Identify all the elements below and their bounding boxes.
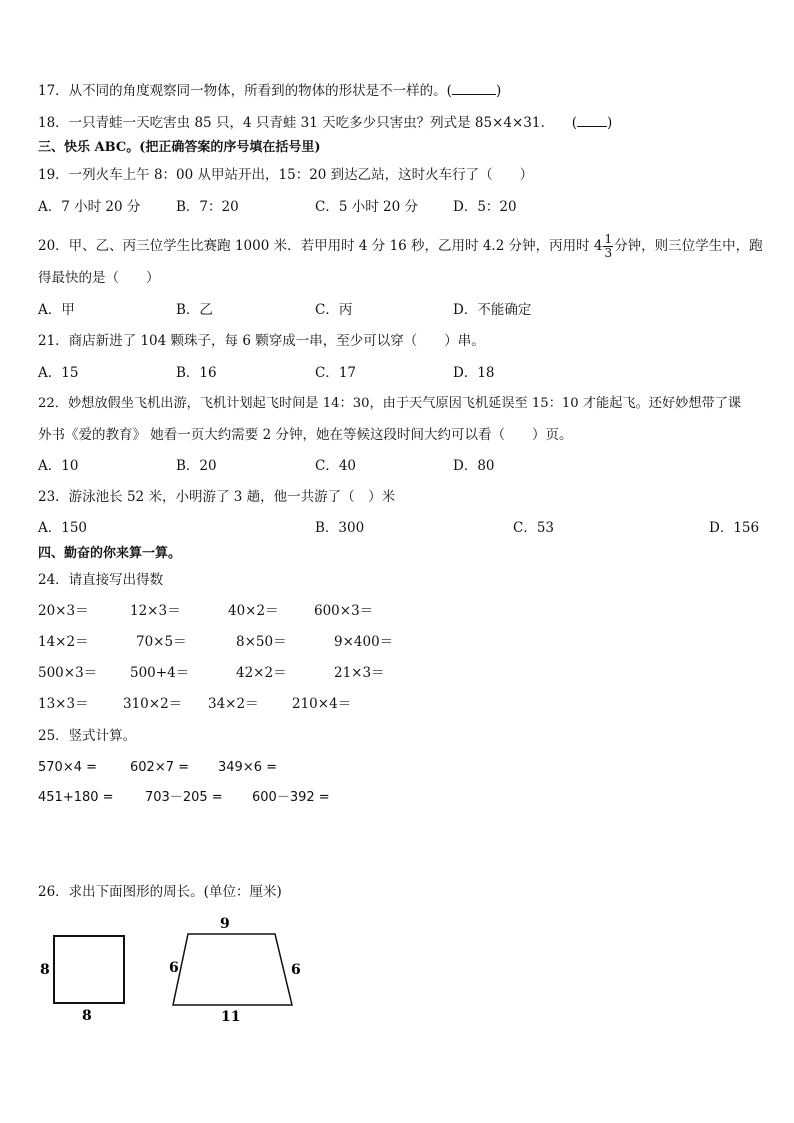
q21-option-b[interactable]: B．16 bbox=[176, 365, 217, 381]
question-20-line2: 得最快的是（ ） bbox=[38, 270, 160, 286]
q22-option-d[interactable]: D．80 bbox=[453, 458, 495, 474]
q24-item: 310×2＝ bbox=[123, 696, 183, 712]
q22-option-b[interactable]: B．20 bbox=[176, 458, 217, 474]
question-24-title: 24．请直接写出得数 bbox=[38, 572, 164, 588]
paren-close: ) bbox=[607, 115, 613, 131]
q24-item: 42×2＝ bbox=[236, 665, 287, 681]
section-4-heading: 四、勤奋的你来算一算。 bbox=[38, 546, 182, 561]
q19-option-a[interactable]: A．7 小时 20 分 bbox=[38, 199, 141, 215]
q23-option-d[interactable]: D．156 bbox=[709, 520, 760, 536]
q21-option-c[interactable]: C．17 bbox=[315, 365, 357, 381]
q24-item: 20×3＝ bbox=[38, 603, 89, 619]
question-19-text: 19．一列火车上午 8：00 从甲站开出，15：20 到达乙站，这时火车行了（ ） bbox=[38, 167, 534, 183]
fraction-numerator: 1 bbox=[604, 232, 613, 246]
q23-option-c[interactable]: C．53 bbox=[513, 520, 555, 536]
q23-option-b[interactable]: B．300 bbox=[315, 520, 365, 536]
question-26-title: 26．求出下面图形的周长。(单位：厘米) bbox=[38, 884, 282, 900]
q19-option-c[interactable]: C．5 小时 20 分 bbox=[315, 199, 418, 215]
q24-item: 12×3＝ bbox=[130, 603, 181, 619]
trapezoid-right-label: 6 bbox=[291, 962, 301, 978]
paren-close: ) bbox=[495, 83, 502, 99]
q25-item: 349×6 = bbox=[218, 760, 278, 775]
question-23-text: 23．游泳池长 52 米，小明游了 3 趟，他一共游了（ ）米 bbox=[38, 489, 396, 505]
q25-item: 451+180 = bbox=[38, 790, 114, 805]
square-left-label: 8 bbox=[40, 962, 50, 978]
q26-figures bbox=[30, 910, 350, 1030]
question-17-text: 17．从不同的角度观察同一物体，所看到的物体的形状是不一样的。( bbox=[38, 83, 452, 99]
q24-item: 8×50＝ bbox=[236, 634, 287, 650]
question-22-line1: 22．妙想放假坐飞机出游，飞机计划起飞时间是 14：30，由于天气原因飞机延误至 15：10 才能起飞。还好妙想带了课 bbox=[38, 396, 742, 411]
trapezoid-left-label: 6 bbox=[169, 960, 179, 976]
q24-item: 70×5＝ bbox=[136, 634, 187, 650]
q25-item: 570×4 = bbox=[38, 760, 98, 775]
q20-option-a[interactable]: A．甲 bbox=[38, 302, 75, 318]
q23-option-a[interactable]: A．150 bbox=[38, 520, 88, 536]
q22-option-a[interactable]: A．10 bbox=[38, 458, 79, 474]
question-20 bbox=[38, 233, 763, 260]
q20-option-b[interactable]: B．乙 bbox=[176, 302, 213, 318]
q25-item: 703－205 = bbox=[145, 790, 223, 805]
q24-item: 13×3＝ bbox=[38, 696, 89, 712]
question-20-text-a: 20．甲、乙、丙三位学生比赛跑 1000 米．若甲用时 4 分 16 秒，乙用时 4.2 分钟，丙用时 4 bbox=[38, 238, 603, 254]
square-bottom-label: 8 bbox=[82, 1008, 92, 1024]
q22-option-c[interactable]: C．40 bbox=[315, 458, 357, 474]
q24-item: 600×3＝ bbox=[314, 603, 374, 619]
q19-option-b[interactable]: B．7：20 bbox=[176, 199, 239, 215]
fraction bbox=[603, 233, 613, 260]
trapezoid-shape bbox=[173, 934, 292, 1005]
question-22-line2: 外书《爱的教育》 她看一页大约需要 2 分钟，她在等候这段时间大约可以看（ ）页。 bbox=[38, 427, 573, 443]
q24-item: 14×2＝ bbox=[38, 634, 89, 650]
fraction-denominator: 3 bbox=[604, 246, 613, 260]
q24-item: 210×4＝ bbox=[292, 696, 352, 712]
q20-option-d[interactable]: D．不能确定 bbox=[453, 302, 532, 318]
q20-option-c[interactable]: C．丙 bbox=[315, 302, 353, 318]
question-17 bbox=[38, 82, 501, 100]
section-3-heading: 三、快乐 ABC。(把正确答案的序号填在括号里) bbox=[38, 140, 321, 155]
question-25-title: 25．竖式计算。 bbox=[38, 728, 137, 744]
q24-item: 9×400＝ bbox=[334, 634, 394, 650]
q24-item: 40×2＝ bbox=[228, 603, 279, 619]
trapezoid-top-label: 9 bbox=[220, 916, 230, 932]
q21-option-d[interactable]: D．18 bbox=[453, 365, 495, 381]
q21-option-a[interactable]: A．15 bbox=[38, 365, 79, 381]
question-18-text: 18．一只青蛙一天吃害虫 85 只，4 只青蛙 31 天吃多少只害虫？列式是 85×4×31. ( bbox=[38, 115, 577, 131]
q25-item: 600－392 = bbox=[252, 790, 330, 805]
question-20-text-b: 分钟，则三位学生中，跑 bbox=[614, 238, 763, 254]
answer-blank[interactable] bbox=[577, 114, 607, 127]
q24-item: 34×2＝ bbox=[208, 696, 259, 712]
question-21-text: 21．商店新进了 104 颗珠子，每 6 颗穿成一串，至少可以穿（ ）串。 bbox=[38, 333, 485, 349]
trapezoid-bottom-label: 11 bbox=[221, 1009, 241, 1025]
q24-item: 500×3＝ bbox=[38, 665, 98, 681]
q25-item: 602×7 = bbox=[130, 760, 190, 775]
question-18 bbox=[38, 114, 612, 132]
square-shape bbox=[54, 936, 124, 1003]
q19-option-d[interactable]: D．5：20 bbox=[453, 199, 517, 215]
answer-blank[interactable] bbox=[452, 82, 496, 95]
q24-item: 21×3＝ bbox=[334, 665, 385, 681]
q24-item: 500+4＝ bbox=[130, 665, 190, 681]
